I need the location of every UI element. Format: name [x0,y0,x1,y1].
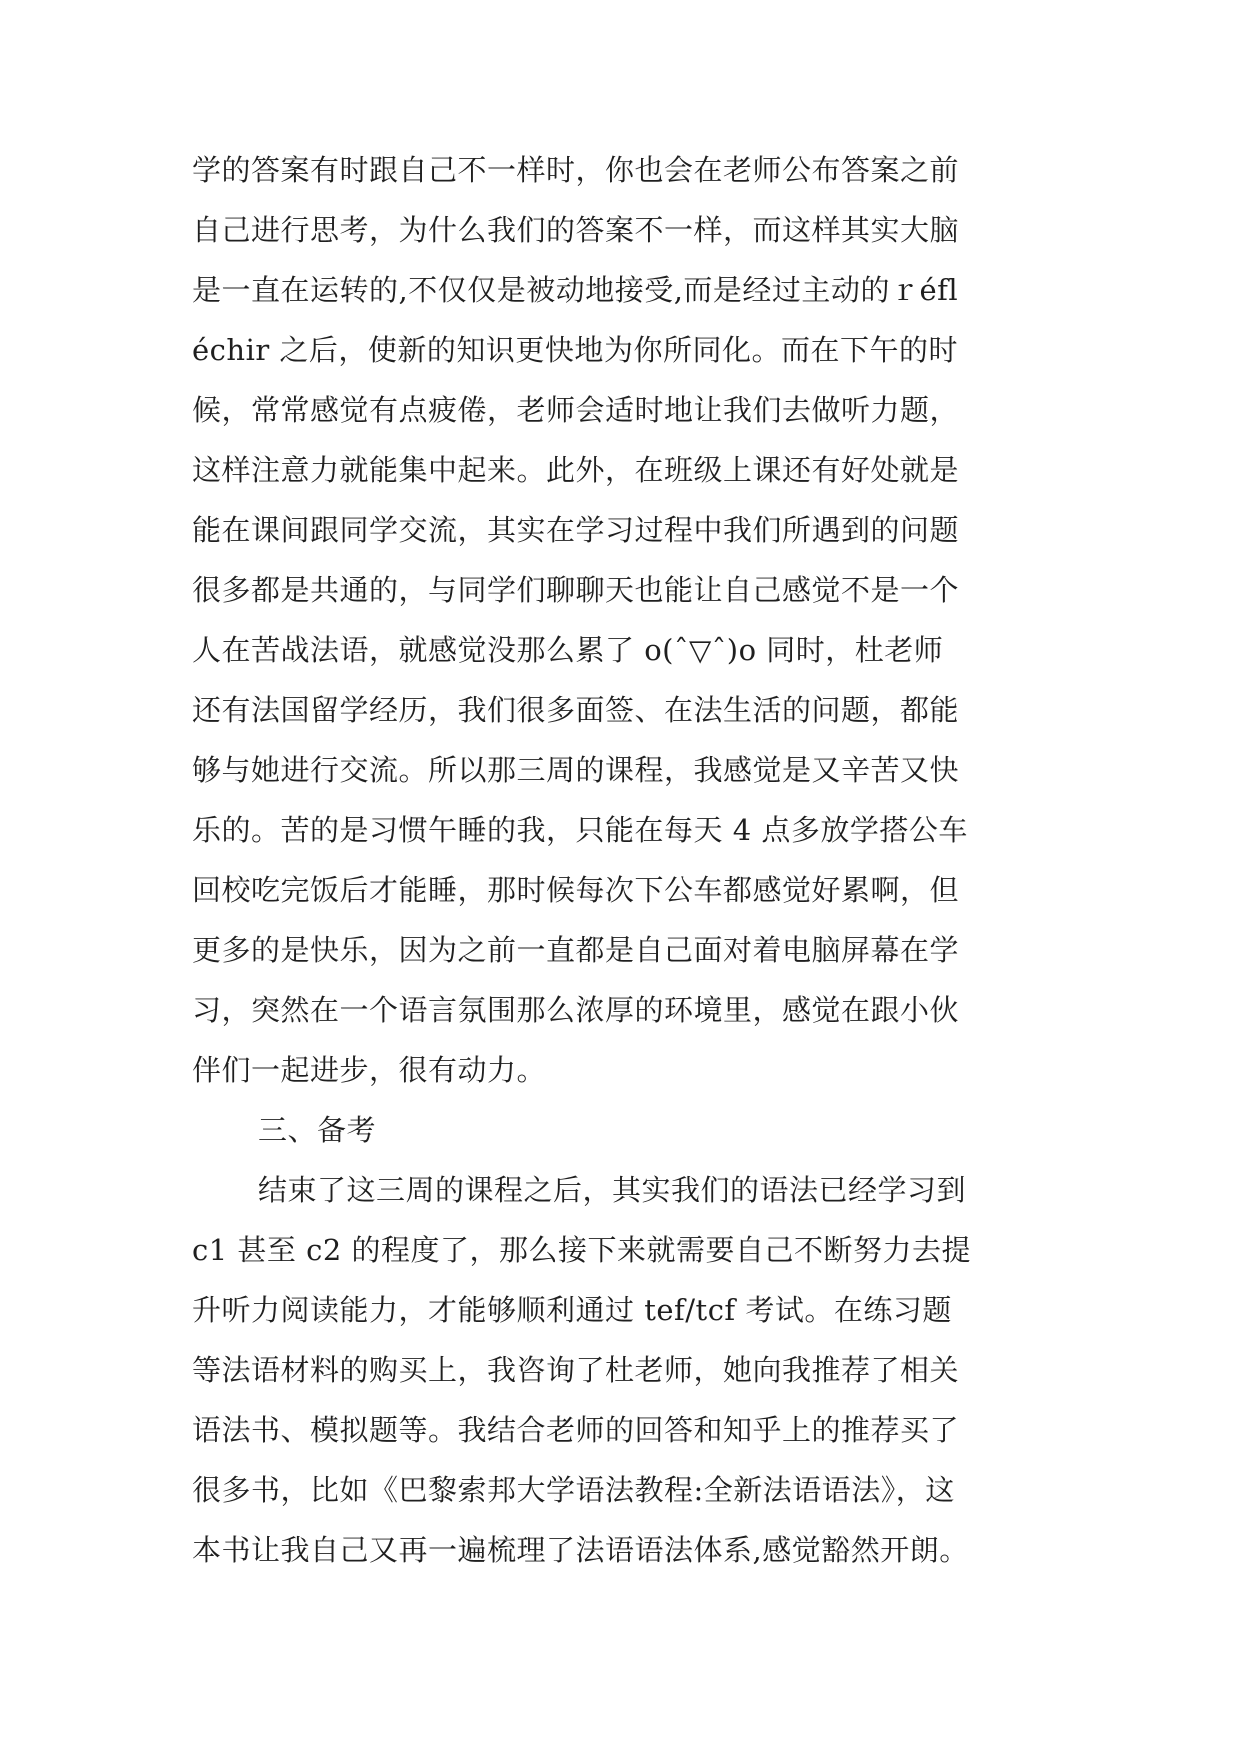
text-line: 升听力阅读能力，才能够顺利通过 tef/tcf 考试。在练习题 [192,1293,952,1327]
text-line: 回校吃完饭后才能睡，那时候每次下公车都感觉好累啊，但 [192,873,960,907]
text-line: 很多书，比如《巴黎索邦大学语法教程:全新法语语法》，这 [192,1473,955,1507]
text-line: 学的答案有时跟自己不一样时，你也会在老师公布答案之前 [192,153,960,187]
text-line: 人在苦战法语，就感觉没那么累了 o(ˆ▽ˆ)o 同时，杜老师 [192,633,944,667]
text-line: 这样注意力就能集中起来。此外，在班级上课还有好处就是 [192,453,960,487]
text-line: 习，突然在一个语言氛围那么浓厚的环境里，感觉在跟小伙 [192,993,960,1027]
paragraph-first-line: 结束了这三周的课程之后，其实我们的语法已经学习到 [258,1173,967,1207]
text-line: 很多都是共通的，与同学们聊聊天也能让自己感觉不是一个 [192,573,960,607]
text-line: 能在课间跟同学交流，其实在学习过程中我们所遇到的问题 [192,513,960,547]
text-line: 够与她进行交流。所以那三周的课程，我感觉是又辛苦又快 [192,753,960,787]
text-line: 等法语材料的购买上，我咨询了杜老师，她向我推荐了相关 [192,1353,960,1387]
text-line: 自己进行思考，为什么我们的答案不一样，而这样其实大脑 [192,213,960,247]
text-line: 乐的。苦的是习惯午睡的我，只能在每天 4 点多放学搭公车 [192,813,968,847]
text-line: c1 甚至 c2 的程度了，那么接下来就需要自己不断努力去提 [192,1233,972,1267]
text-line: 更多的是快乐，因为之前一直都是自己面对着电脑屏幕在学 [192,933,960,967]
text-line: 本书让我自己又再一遍梳理了法语语法体系,感觉豁然开朗。 [192,1533,969,1567]
text-line: 伴们一起进步，很有动力。 [192,1053,547,1087]
text-line: échir 之后，使新的知识更快地为你所同化。而在下午的时 [192,333,958,367]
section-heading: 三、备考 [258,1113,377,1147]
text-line: 是一直在运转的,不仅仅是被动地接受,而是经过主动的ｒéfl [192,273,959,307]
text-line: 还有法国留学经历，我们很多面签、在法生活的问题，都能 [192,693,960,727]
text-line: 语法书、模拟题等。我结合老师的回答和知乎上的推荐买了 [192,1413,960,1447]
text-line: 候，常常感觉有点疲倦，老师会适时地让我们去做听力题， [192,393,960,427]
